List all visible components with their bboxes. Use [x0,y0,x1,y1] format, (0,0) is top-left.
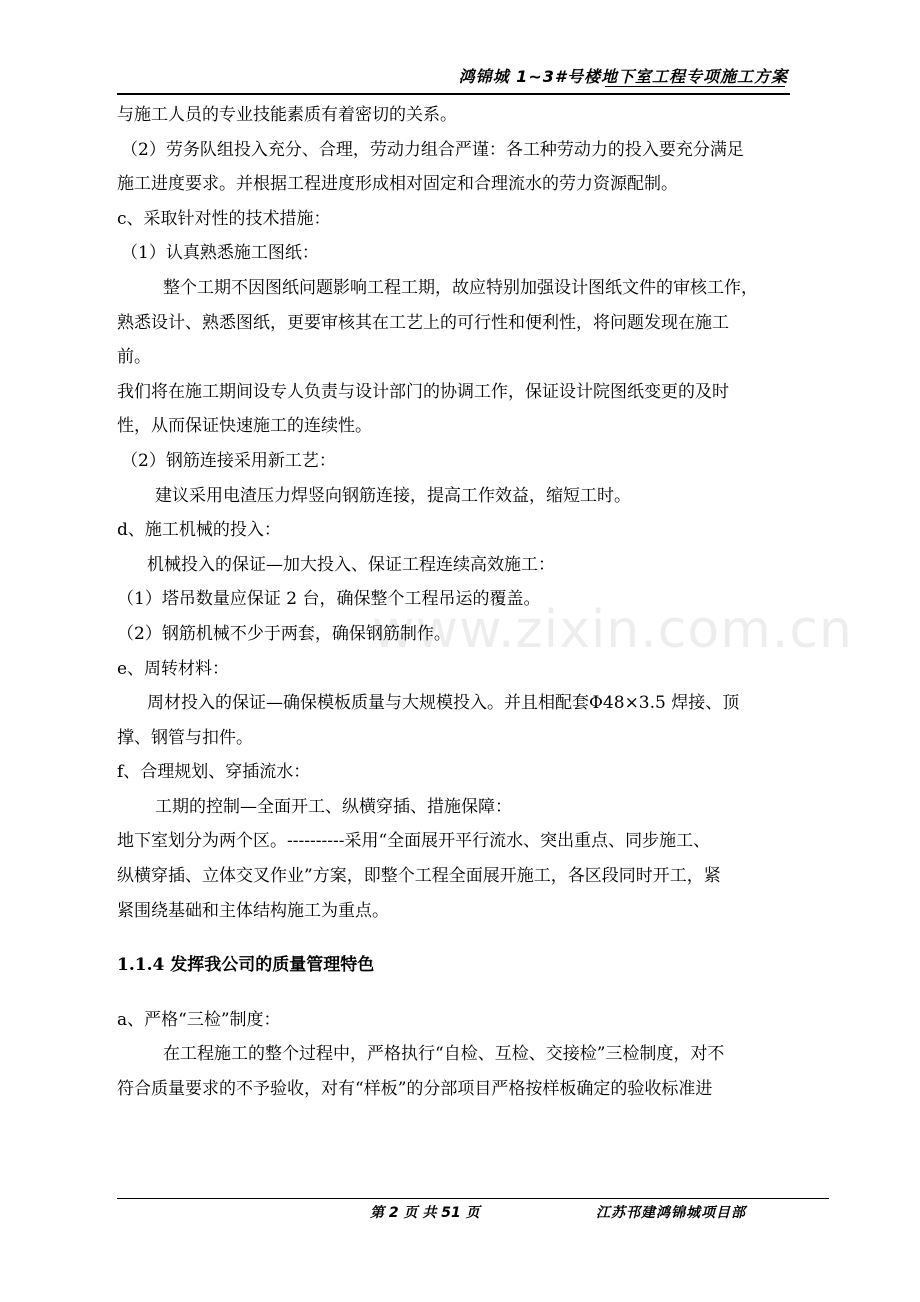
paragraph-line: 整个工期不因图纸问题影响工程工期，故应特别加强设计图纸文件的审核工作， [163,277,758,298]
paragraph-line: 前。 [117,347,151,368]
list-item: （2）钢筋机械不少于两套，确保钢筋制作。 [117,623,451,644]
header-title: 鸿锦城 1~3#号楼地下室工程专项施工方案 [458,67,788,86]
list-item: （1）认真熟悉施工图纸： [121,243,319,264]
footer-rule [117,1198,829,1199]
section-heading: 1.1.4 发挥我公司的质量管理特色 [117,955,375,976]
paragraph-line: 符合质量要求的不予验收，对有“样板”的分部项目严格按样板确定的验收标准进 [117,1079,713,1100]
list-heading: e、周转材料： [117,658,230,679]
paragraph-line: 紧围绕基础和主体结构施工为重点。 [117,900,389,921]
list-item: （2）钢筋连接采用新工艺： [121,450,336,471]
paragraph-line: 建议采用电渣压力焊竖向钢筋连接，提高工作效益，缩短工时。 [155,485,631,506]
paragraph-line: 周材投入的保证—确保模板质量与大规模投入。并且相配套Φ48×3.5 焊接、顶 [147,693,740,714]
paragraph-line: 地下室划分为两个区。----------采用“全面展开平行流水、突出重点、同步施工、 [117,831,711,852]
paragraph-line: （2）劳务队组投入充分、合理，劳动力组合严谨：各工种劳动力的投入要充分满足 [121,139,744,160]
footer-page-number: 第 2 页 共 51 页 [370,1205,480,1221]
watermark: www.zixin.com.cn [372,600,853,660]
paragraph-line: 纵横穿插、立体交叉作业”方案，即整个工程全面展开施工，各区段同时开工，紧 [117,866,721,887]
paragraph-line: 撑、钢管与扣件。 [117,727,253,748]
paragraph-line: 我们将在施工期间设专人负责与设计部门的协调工作，保证设计院图纸变更的及时 [117,381,729,402]
footer-organization: 江苏邗建鸿锦城项目部 [596,1205,746,1221]
paragraph-line: 工期的控制—全面开工、纵横穿插、措施保障： [155,796,512,817]
header-underline [605,86,785,87]
list-item: （1）塔吊数量应保证 2 台，确保整个工程吊运的覆盖。 [117,589,541,610]
paragraph-line: 机械投入的保证—加大投入、保证工程连续高效施工： [147,554,555,575]
list-heading: d、施工机械的投入： [117,520,281,541]
list-heading: a、严格“三检”制度： [117,1009,281,1030]
list-heading: f、合理规划、穿插流水： [117,762,311,783]
paragraph-line: 在工程施工的整个过程中，严格执行“自检、互检、交接检”三检制度，对不 [163,1044,725,1065]
paragraph-line: 熟悉设计、熟悉图纸，更要审核其在工艺上的可行性和便利性，将问题发现在施工 [117,312,729,333]
paragraph-line: 性，从而保证快速施工的连续性。 [117,416,372,437]
document-body [117,98,807,1107]
header-rule [117,93,790,95]
paragraph-line: 与施工人员的专业技能素质有着密切的关系。 [117,105,457,125]
list-heading: c、采取针对性的技术措施： [117,208,331,229]
paragraph-line: 施工进度要求。并根据工程进度形成相对固定和合理流水的劳力资源配制。 [117,174,678,195]
